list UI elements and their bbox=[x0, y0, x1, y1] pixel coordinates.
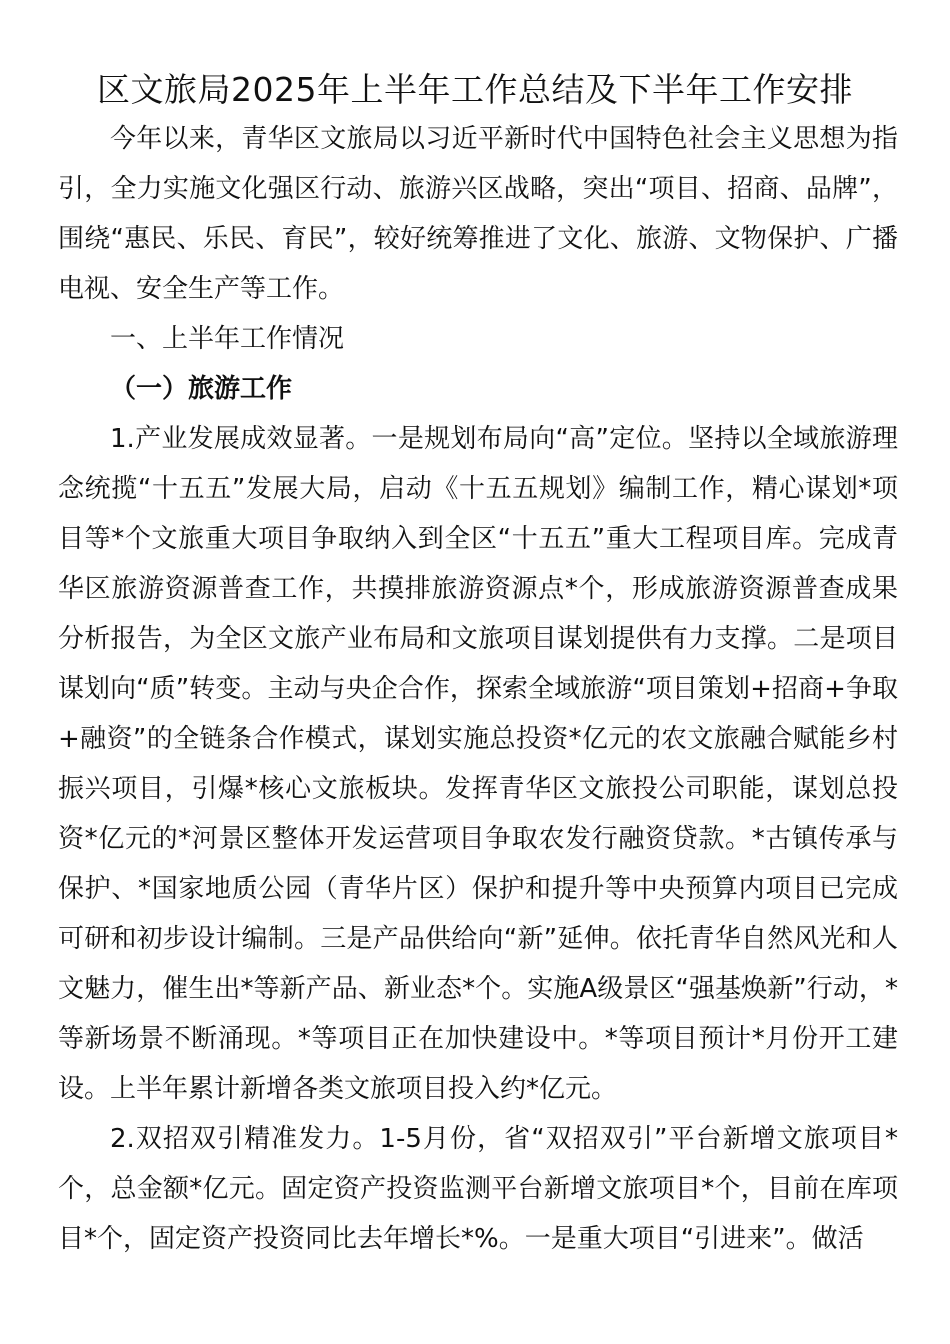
document-title: 区文旅局2025年上半年工作总结及下半年工作安排 bbox=[97, 70, 853, 109]
section-heading-1: 一、上半年工作情况 bbox=[110, 324, 345, 354]
document-body bbox=[58, 114, 898, 1264]
paragraph-industry-development: 1.产业发展成效显著。一是规划布局向“高”定位。坚持以全域旅游理念统揽“十五五”发展大局，启动《十五五规划》编制工作，精心谋划*项目等*个文旅重大项目争取纳入到全区“十五五”重大工程项目库。完成青华区旅游资源普查工作，共摸排旅游资源点*个，形成旅游资源普查成果分析报告，为全区文旅产业布局和文旅项目谋划提供有力支撑。二是项目谋划向“质”转变。主动与央企合作，探索全域旅游“项目策划+招商+争取+融资”的全链条合作模式，谋划实施总投资*亿元的农文旅融合赋能乡村振兴项目，引爆*核心文旅板块。发挥青华区文旅投公司职能，谋划总投资*亿元的*河景区整体开发运营项目争取农发行融资贷款。*古镇传承与保护、*国家地质公园（青华片区）保护和提升等中央预算内项目已完成可研和初步设计编制。三是产品供给向“新”延伸。依托青华自然风光和人文魅力，催生出*等新产品、新业态*个。实施A级景区“强基焕新”行动，*等新场景不断涌现。*等项目正在加快建设中。*等项目预计*月份开工建设。上半年累计新增各类文旅项目投入约*亿元。 bbox=[58, 424, 898, 1104]
subsection-heading-tourism: （一）旅游工作 bbox=[110, 374, 293, 404]
paragraph-investment-attraction: 2.双招双引精准发力。1-5月份，省“双招双引”平台新增文旅项目*个，总金额*亿元。固定资产投资监测平台新增文旅项目*个，目前在库项目*个，固定资产投资同比去年增长*%。一是重大项目“引进来”。做活 bbox=[58, 1124, 898, 1254]
intro-paragraph: 今年以来，青华区文旅局以习近平新时代中国特色社会主义思想为指引，全力实施文化强区行动、旅游兴区战略，突出“项目、招商、品牌”，围绕“惠民、乐民、育民”，较好统筹推进了文化、旅游、文物保护、广播电视、安全生产等工作。 bbox=[58, 124, 898, 304]
